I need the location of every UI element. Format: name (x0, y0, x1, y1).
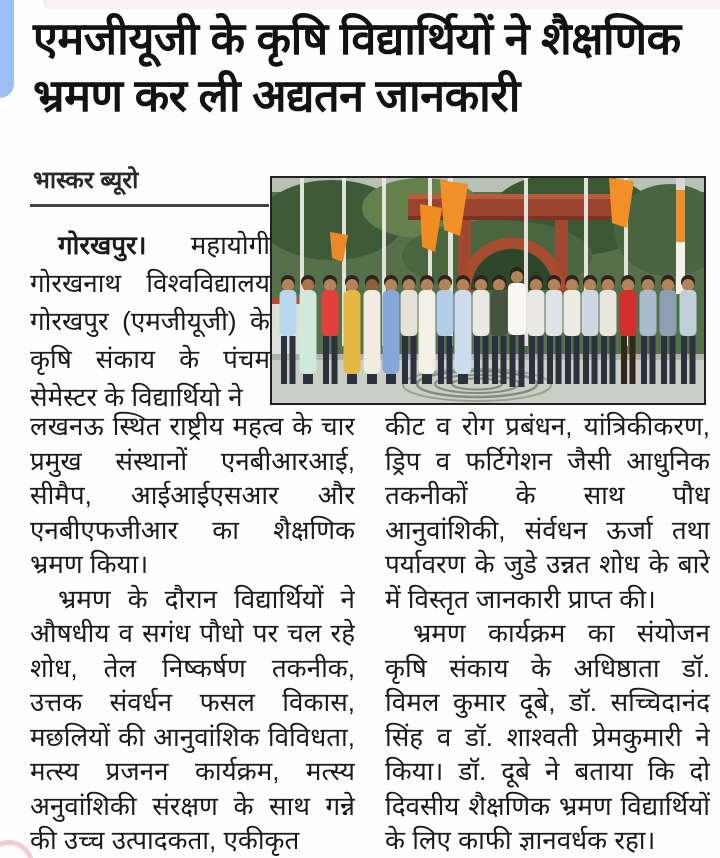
intro-column (30, 226, 270, 412)
paragraph: भ्रमण के दौरान विद्यार्थियों ने औषधीय व सगंध पौधो पर चल रहे शोध, तेल निष्कर्षण तकनीक, उत्तक संवर्धन फसल विकास, मछलियों की आनुवांशिक विविधता, मत्स्य प्रजनन कार्यक्रम, मत्स्य अनुवांशिकी संरक्षण के साथ गन्ने की उच्च उत्पादकता, एकीकृत (30, 583, 355, 855)
byline: भास्कर ब्यूरो (33, 167, 139, 194)
paragraph: लखनऊ स्थित राष्ट्रीय महत्व के चार प्रमुख संस्थानों एनबीआरआई, सीमैप, आईआईएसआर और एनबीएफजीआर का शैक्षणिक भ्रमण किया। (30, 411, 355, 579)
scroll-indicator[interactable] (0, 0, 14, 98)
intro-paragraph (30, 226, 270, 412)
corner-artifact (0, 840, 34, 858)
headline (33, 10, 711, 124)
headline-line2: भ्रमण कर ली अद्यतन जानकारी (33, 70, 520, 121)
intro-text: महायोगी गोरखनाथ विश्वविद्यालय गोरखपुर (एमजीयूजी) के कृषि संकाय के पंचम सेमेस्टर के विद्यार्थियो ने (30, 230, 270, 412)
body-column-right (385, 409, 710, 858)
top-edge-strip (43, 0, 720, 9)
article-photo (270, 176, 706, 405)
group-photo-illustration (272, 178, 704, 403)
dateline: गोरखपुर। (58, 230, 147, 260)
paragraph: भ्रमण कार्यक्रम का संयोजन कृषि संकाय के अधिष्ठाता डॉ. विमल कुमार दूबे, डॉ. सच्चिदानंद सिंह व डॉ. शाश्वती प्रेमकुमारी ने किया। डॉ. दूबे ने बताया कि दो दिवसीय शैक्षणिक भ्रमण विद्यार्थियों के लिए काफी ज्ञानवर्धक रहा। (385, 618, 710, 855)
body-column-left (30, 409, 355, 858)
byline-underline (30, 204, 269, 207)
paragraph: कीट व रोग प्रबंधन, यांत्रिकीकरण, ड्रिप व फर्टिगेशन जैसी आधुनिक तकनीकों के साथ पौध आनुवांशिकी, संर्वधन ऊर्जा तथा पर्यावरण के जुडे उन्नत शोध के बारे में विस्तृत जानकारी प्राप्त की। (385, 411, 710, 614)
headline-line1: एमजीयूजी के कृषि विद्यार्थियों ने शैक्षणिक (33, 13, 681, 64)
